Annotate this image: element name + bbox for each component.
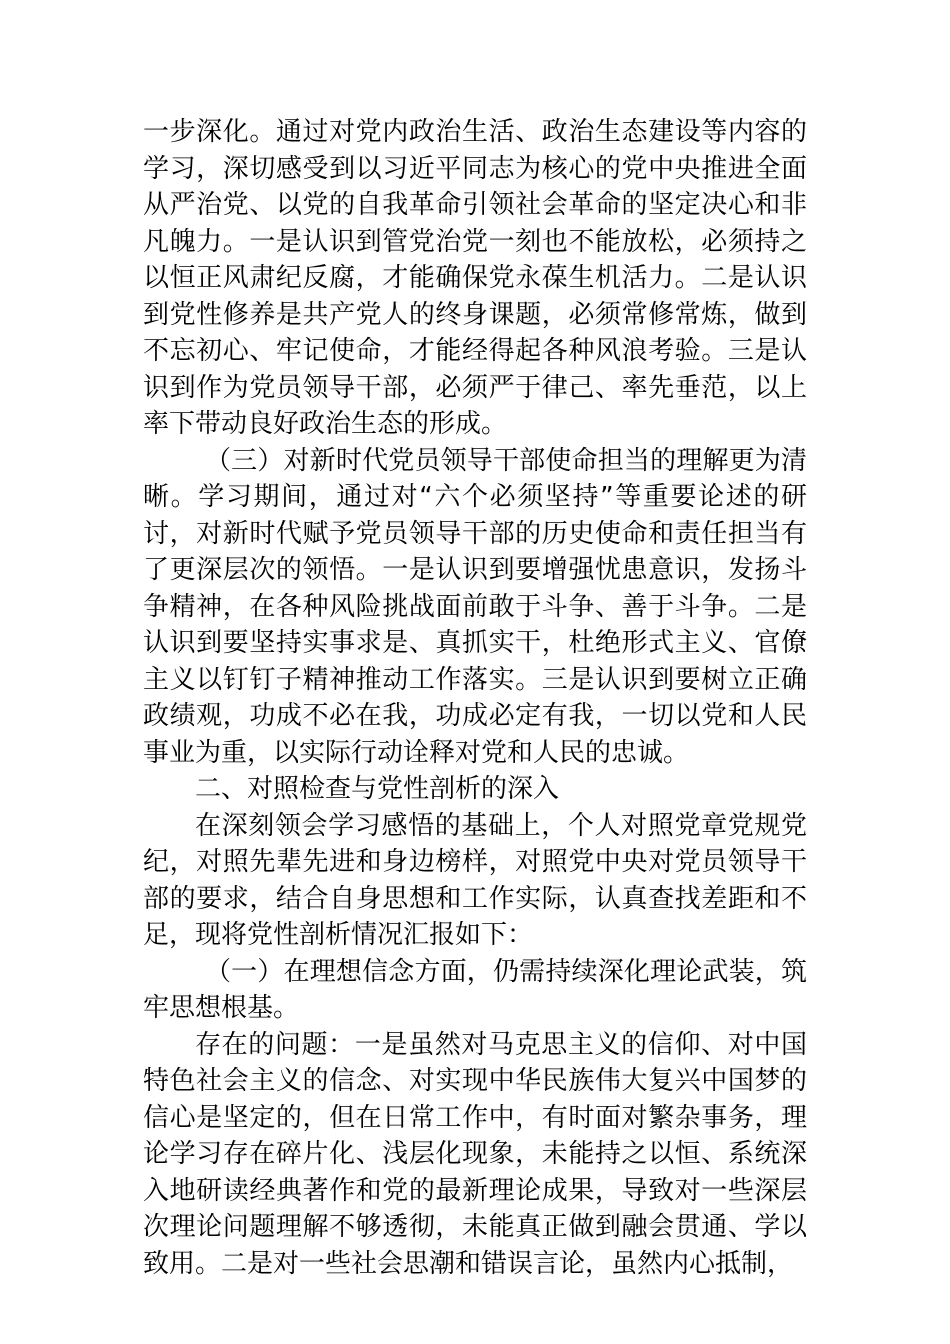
paragraph-section-one: （一）在理想信念方面，仍需持续深化理论武装，筑牢思想根基。 <box>143 956 807 1023</box>
paragraph-intro: 在深刻领会学习感悟的基础上，个人对照党章党规党纪，对照先辈先进和身边榜样，对照党中央对党员领导干部的要求，结合自身思想和工作实际，认真查找差距和不足，现将党性剖析情况汇报如下： <box>143 810 807 950</box>
document-page <box>143 114 807 1282</box>
section-heading: 二、对照检查与党性剖析的深入 <box>195 774 560 804</box>
paragraph-continuation: 一步深化。通过对党内政治生活、政治生态建设等内容的学习，深切感受到以习近平同志为核心的党中央推进全面从严治党、以党的自我革命引领社会革命的坚定决心和非凡魄力。一是认识到管党治党一刻也不能放松，必须持之以恒正风肃纪反腐，才能确保党永葆生机活力。二是认识到党性修养是共产党人的终身课题，必须常修常炼，做到不忘初心、牢记使命，才能经得起各种风浪考验。三是认识到作为党员领导干部，必须严于律己、率先垂范，以上率下带动良好政治生态的形成。 <box>143 117 807 439</box>
paragraph-section-three: （三）对新时代党员领导干部使命担当的理解更为清晰。学习期间，通过对“六个必须坚持”等重要论述的研讨，对新时代赋予党员领导干部的历史使命和责任担当有了更深层次的领悟。一是认识到要增强忧患意识，发扬斗争精神，在各种风险挑战面前敢于斗争、善于斗争。二是认识到要坚持实事求是、真抓实干，杜绝形式主义、官僚主义以钉钉子精神推动工作落实。三是认识到要树立正确政绩观，功成不必在我，功成必定有我，一切以党和人民事业为重，以实际行动诠释对党和人民的忠诚。 <box>143 445 807 768</box>
paragraph-problems: 存在的问题：一是虽然对马克思主义的信仰、对中国特色社会主义的信念、对实现中华民族伟大复兴中国梦的信心是坚定的，但在日常工作中，有时面对繁杂事务，理论学习存在碎片化、浅层化现象，未能持之以恒、系统深入地研读经典著作和党的最新理论成果，导致对一些深层次理论问题理解不够透彻，未能真正做到融会贯通、学以致用。二是对一些社会思潮和错误言论，虽然内心抵制， <box>143 1029 807 1279</box>
